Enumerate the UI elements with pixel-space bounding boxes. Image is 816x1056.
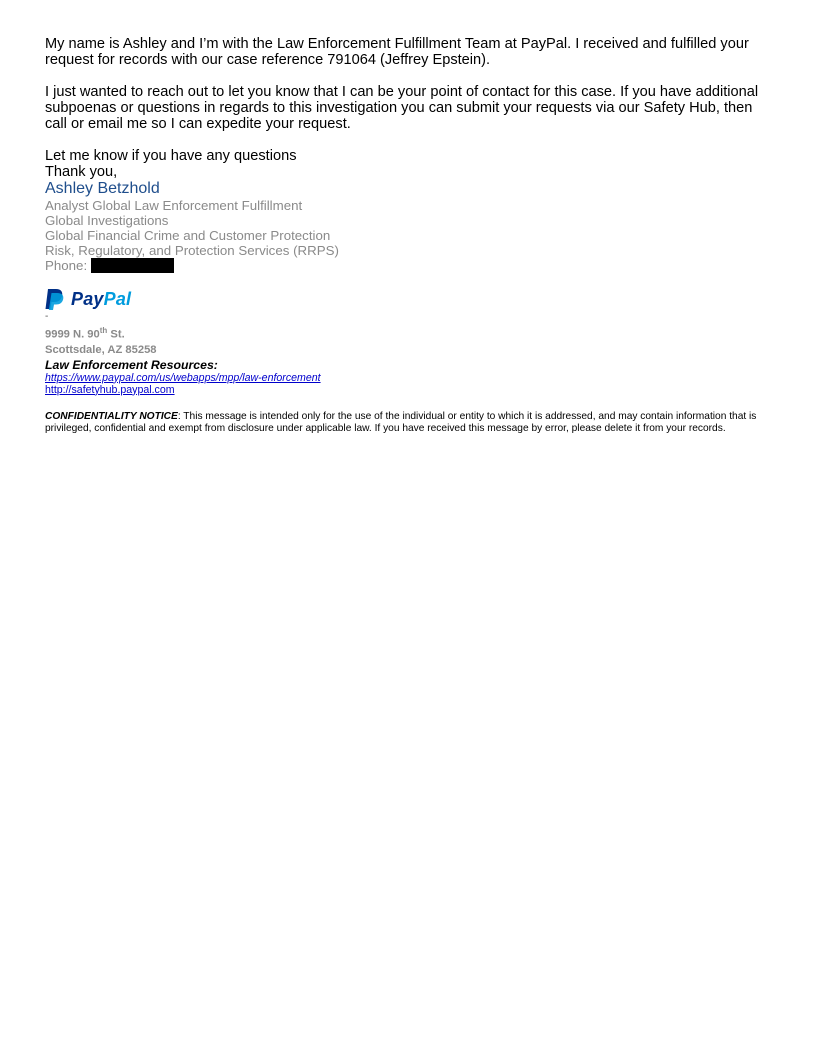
address-city: Scottsdale, AZ 85258 — [45, 343, 157, 356]
address-street-type: St. — [107, 328, 125, 341]
email-closing-line: Let me know if you have any questions — [45, 148, 297, 164]
law-enforcement-link[interactable]: https://www.paypal.com/us/webapps/mpp/law-enforcement — [45, 371, 321, 384]
signature-department: Global Investigations — [45, 213, 169, 228]
signature-title: Analyst Global Law Enforcement Fulfillment — [45, 198, 303, 213]
paypal-wordmark — [71, 289, 131, 310]
paypal-wordmark-pal: Pal — [103, 288, 132, 309]
paypal-p-icon — [45, 288, 65, 311]
email-paragraph-intro: My name is Ashley and I’m with the Law Enforcement Fulfillment Team at PayPal. I received and fulfilled your request for records with our case reference 791064 (Jeffrey Epstein). — [45, 36, 749, 68]
signature-phone — [45, 258, 770, 273]
signature-name: Ashley Betzhold — [45, 180, 160, 197]
redaction-box — [91, 258, 174, 273]
safety-hub-link[interactable]: http://safetyhub.paypal.com — [45, 383, 175, 396]
address-street — [45, 323, 770, 343]
email-thanks: Thank you, — [45, 164, 118, 180]
email-body — [45, 36, 770, 445]
email-signature — [45, 180, 770, 396]
address-street-suffix: th — [99, 326, 108, 335]
paypal-logo — [45, 287, 770, 311]
notice-label: CONFIDENTIALITY NOTICE — [45, 410, 178, 422]
phone-label: Phone: — [45, 258, 88, 273]
paypal-wordmark-pay: Pay — [71, 288, 104, 309]
signature-division: Global Financial Crime and Customer Protection — [45, 228, 331, 243]
email-paragraph-contact: I just wanted to reach out to let you know that I can be your point of contact for this case. If you have additional subpoenas or questions in regards to this investigation you can submit your requests via our Safety Hub, then call or email me so I can expedite your request. — [45, 84, 759, 132]
resources-heading: Law Enforcement Resources: — [45, 357, 218, 372]
signature-group: Risk, Regulatory, and Protection Services (RRPS) — [45, 243, 339, 258]
notice-text: : This message is intended only for the use of the individual or entity to which it is addressed, and may contain information that is privileged, confidential and exempt from disclosure under applicable law. If you have received this message by error, please delete it from your records. — [45, 410, 757, 434]
signature-dash: - — [45, 311, 49, 322]
confidentiality-notice — [45, 411, 770, 435]
address-street-number: 9999 N. 90 — [45, 328, 100, 341]
